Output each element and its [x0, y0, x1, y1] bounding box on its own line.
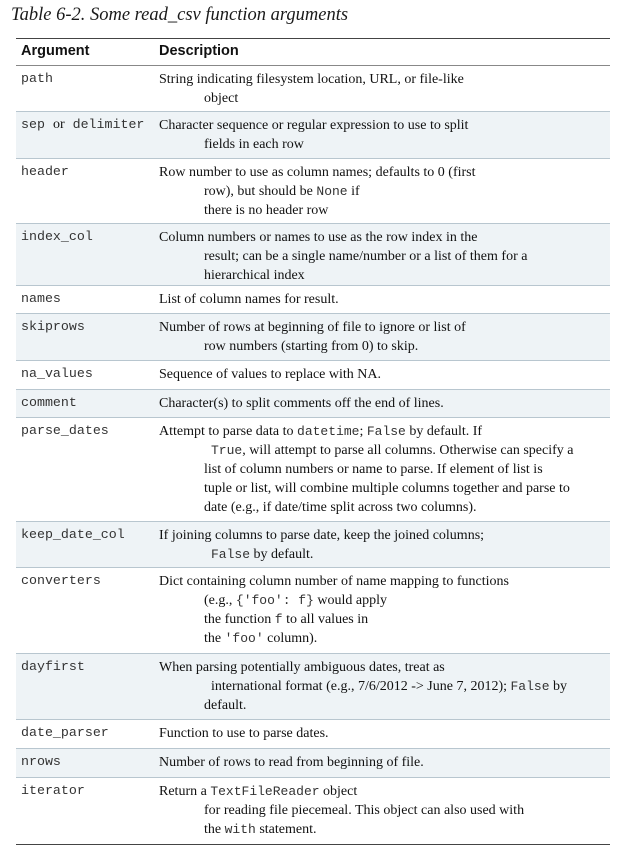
table-caption: Table 6-2. Some read_csv function arguments: [11, 5, 349, 25]
arg-name: dayfirst: [21, 659, 85, 674]
table-header: [16, 38, 610, 66]
arg-name: comment: [21, 395, 77, 410]
arg-description: If joining columns to parse date, keep the joined columns; False by default.: [159, 528, 485, 562]
table-row: [16, 112, 610, 159]
arg-name: names: [21, 291, 61, 306]
table-row: [16, 66, 610, 112]
table-row: [16, 720, 610, 749]
arg-description: Dict containing column number of name mapping to functions (e.g., {'foo': f} would apply the function f to all values in the 'foo' column).: [159, 574, 509, 646]
table-row: [16, 286, 610, 314]
arg-name: sep or delimiter: [21, 117, 145, 132]
table-row: [16, 159, 610, 224]
arg-name: header: [21, 164, 69, 179]
arguments-table: [16, 38, 610, 845]
table-row: [16, 224, 610, 286]
arg-description: Number of rows at beginning of file to ignore or list of row numbers (starting from 0) to skip.: [159, 320, 466, 354]
arg-description: Character sequence or regular expression to use to split fields in each row: [159, 118, 469, 152]
arg-description: Attempt to parse data to datetime; False by default. If True, will attempt to parse all columns. Otherwise can specify a list of column numbers or name to parse. If element of list is tuple or list, will combine multiple columns together and parse to date (e.g., if date/time split across two columns).: [159, 424, 574, 515]
arg-name: converters: [21, 573, 101, 588]
arg-description: List of column names for result.: [159, 292, 339, 307]
arg-description: Function to use to parse dates.: [159, 726, 329, 741]
arg-name: date_parser: [21, 725, 109, 740]
arg-description: Character(s) to split comments off the end of lines.: [159, 396, 444, 411]
arg-name: path: [21, 71, 53, 86]
arg-name: index_col: [21, 229, 93, 244]
header-description: Description: [159, 43, 239, 59]
table-row: [16, 418, 610, 522]
arg-name: iterator: [21, 783, 85, 798]
table-row: [16, 654, 610, 720]
table-row: [16, 568, 610, 654]
arg-name: na_values: [21, 366, 93, 381]
arg-description: Number of rows to read from beginning of file.: [159, 755, 424, 770]
table-row: [16, 390, 610, 418]
arg-description: Column numbers or names to use as the row index in the result; can be a single name/number or a list of them for a hierarchical index: [159, 230, 528, 283]
header-argument: Argument: [21, 43, 90, 59]
arg-description: String indicating filesystem location, URL, or file-like object: [159, 72, 464, 106]
arg-name: parse_dates: [21, 423, 109, 438]
table-row: [16, 314, 610, 361]
table-row: [16, 522, 610, 568]
arg-description: Sequence of values to replace with NA.: [159, 367, 381, 382]
arg-name: skiprows: [21, 319, 85, 334]
table-row: [16, 778, 610, 845]
table-row: [16, 749, 610, 778]
arg-name: nrows: [21, 754, 61, 769]
arg-description: When parsing potentially ambiguous dates, treat as international format (e.g., 7/6/2012 -> June 7, 2012); False by default.: [159, 660, 568, 713]
arg-description: Row number to use as column names; defaults to 0 (first row), but should be None if there is no header row: [159, 165, 476, 218]
arg-name: keep_date_col: [21, 527, 125, 542]
table-row: [16, 361, 610, 390]
arg-description: Return a TextFileReader object for reading file piecemeal. This object can also used with the with statement.: [159, 784, 525, 837]
